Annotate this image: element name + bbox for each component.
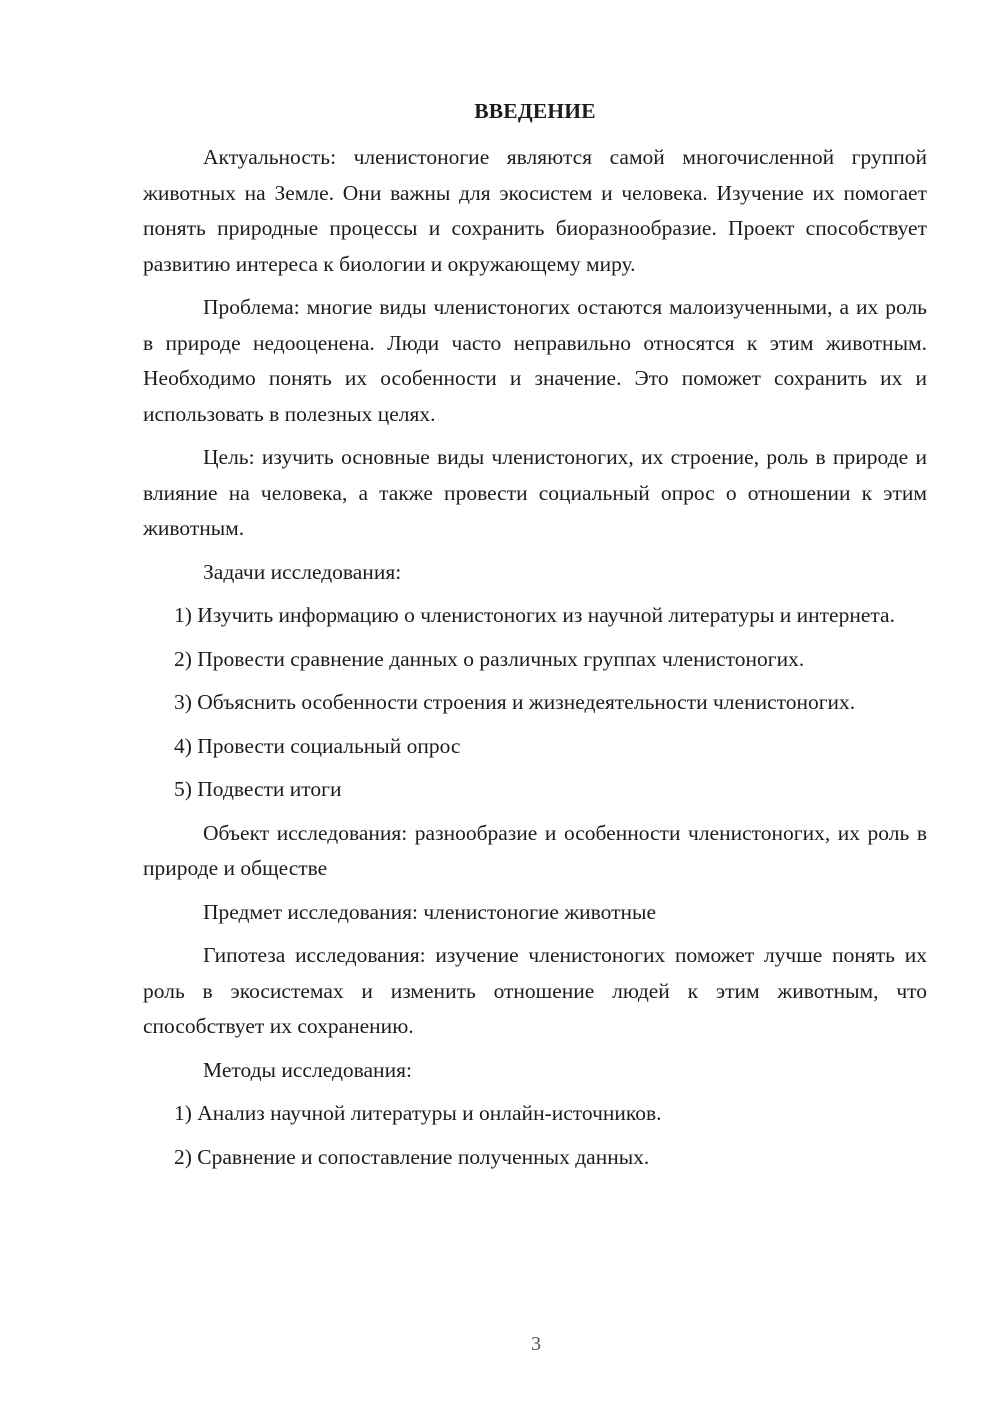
section-title: ВВЕДЕНИЕ [474,99,596,123]
goal-paragraph: Цель: изучить основные виды членистоногих, их строение, роль в природе и влияние на человека, а также провести социальный опрос о отношении к этим животным. [143,445,927,540]
task-item-5: 5) Подвести итоги [174,777,342,801]
method-item-1: 1) Анализ научной литературы и онлайн-источников. [174,1101,662,1125]
task-item-3: 3) Объяснить особенности строения и жизнедеятельности членистоногих. [174,690,856,714]
task-item-4: 4) Провести социальный опрос [174,733,461,758]
object-paragraph: Объект исследования: разнообразие и особенности членистоногих, их роль в природе и обществе [143,820,927,880]
page-number: 3 [531,1333,541,1355]
methods-heading: Методы исследования: [203,1057,412,1082]
page-content [143,96,927,1183]
hypothesis-paragraph: Гипотеза исследования: изучение членистоногих поможет лучше понять их роль в экосистемах и изменить отношение людей к этим животным, что способствует их сохранению. [143,943,927,1038]
problem-paragraph: Проблема: многие виды членистоногих остаются малоизученными, а их роль в природе недооценена. Люди часто неправильно относятся к этим животным. Необходимо понять их особенности и значение. Это поможет сохранить их и использовать в полезных целях. [143,295,927,426]
tasks-heading: Задачи исследования: [203,559,402,584]
task-item-2: 2) Провести сравнение данных о различных группах членистоногих. [174,646,805,671]
subject-paragraph: Предмет исследования: членистоногие животные [203,899,657,924]
relevance-paragraph: Актуальность: членистоногие являются самой многочисленной группой животных на Земле. Они важны для экосистем и человека. Изучение их помогает понять природные процессы и сохранить биоразнообразие. Проект способствует развитию интереса к биологии и окружающему миру. [143,145,927,276]
task-item-1: 1) Изучить информацию о членистоногих из научной литературы и интернета. [174,603,895,627]
method-item-2: 2) Сравнение и сопоставление полученных данных. [174,1144,650,1169]
